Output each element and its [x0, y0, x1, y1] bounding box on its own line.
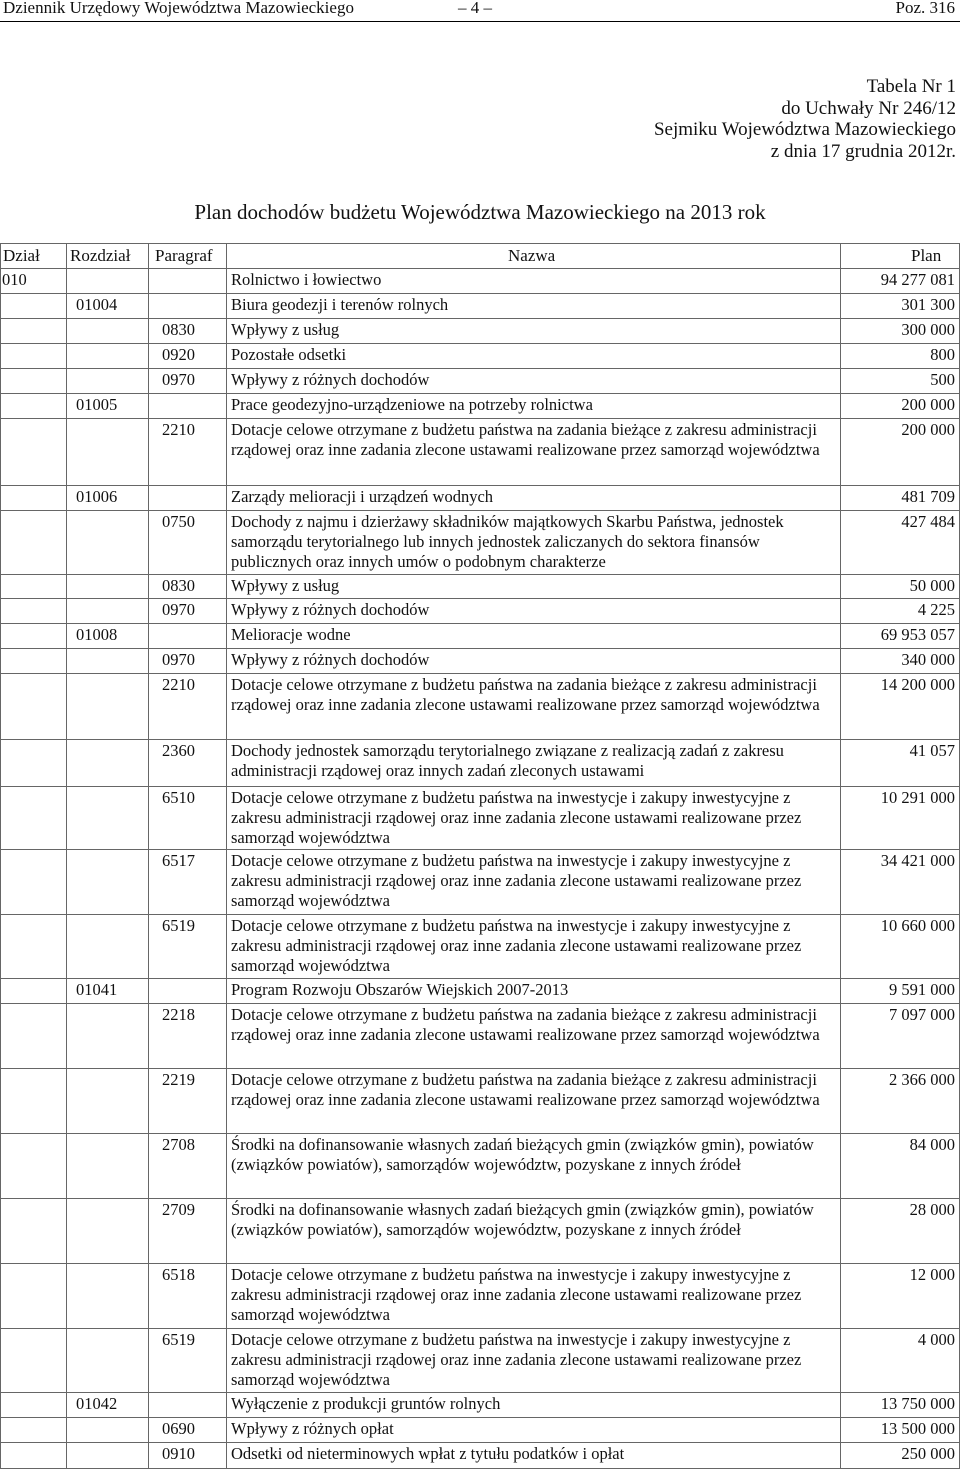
- position-number: Poz. 316: [895, 0, 955, 17]
- table-rule: [0, 1328, 960, 1329]
- cell-nazwa: Zarządy melioracji i urządzeń wodnych: [231, 487, 494, 506]
- cell-nazwa: Wpływy z różnych opłat: [231, 1419, 394, 1438]
- cell-paragraf: 6519: [162, 916, 195, 935]
- cell-nazwa: Wpływy z różnych dochodów: [231, 600, 430, 619]
- journal-title: Dziennik Urzędowy Województwa Mazowieckiego: [3, 0, 354, 17]
- cell-plan: 50 000: [909, 576, 955, 595]
- table-rule: [0, 1133, 960, 1134]
- cell-paragraf: 6518: [162, 1265, 195, 1284]
- cell-plan: 41 057: [909, 741, 955, 760]
- cell-paragraf: 2218: [162, 1005, 195, 1024]
- cell-plan: 481 709: [901, 487, 955, 506]
- cell-paragraf: 0830: [162, 576, 195, 595]
- table-rule: [0, 914, 960, 915]
- cell-paragraf: 0910: [162, 1444, 195, 1463]
- column-header-rozdzial: Rozdział: [70, 246, 131, 265]
- table-rule: [0, 574, 960, 575]
- table-rule: [0, 1068, 960, 1069]
- resolution-date: z dnia 17 grudnia 2012r.: [770, 140, 956, 162]
- table-rule: [0, 648, 960, 649]
- cell-nazwa: Dotacje celowe otrzymane z budżetu państwa na zadania bieżące z zakresu administracji rządowej oraz inne zadania zlecone ustawami realizowane przez samorząd województwa: [231, 1070, 820, 1109]
- cell-paragraf: 0970: [162, 600, 195, 619]
- cell-plan: 13 750 000: [880, 1394, 955, 1413]
- cell-paragraf: 0750: [162, 512, 195, 531]
- table-column-rule: [66, 243, 67, 1469]
- cell-rozdzial: 01008: [76, 625, 118, 644]
- table-rule: [0, 1198, 960, 1199]
- cell-nazwa: Biura geodezji i terenów rolnych: [231, 295, 449, 314]
- cell-nazwa: Wpływy z usług: [231, 320, 340, 339]
- page-header: [0, 0, 960, 22]
- resolution-block: [654, 76, 956, 162]
- table-rule: [0, 786, 960, 787]
- table-rule: [0, 1468, 960, 1469]
- table-column-rule: [840, 243, 841, 1469]
- cell-paragraf: 0920: [162, 345, 195, 364]
- cell-paragraf: 2708: [162, 1135, 195, 1154]
- cell-plan: 301 300: [901, 295, 955, 314]
- cell-nazwa: Dotacje celowe otrzymane z budżetu państwa na inwestycje i zakupy inwestycyjne z zakresu administracji rządowej oraz inne zadania zlecone ustawami realizowane przez samorząd województwa: [231, 916, 802, 975]
- table-rule: [0, 510, 960, 511]
- cell-plan: 300 000: [901, 320, 955, 339]
- table-rule: [0, 343, 960, 344]
- column-header-dzial: Dział: [3, 246, 40, 265]
- cell-paragraf: 2360: [162, 741, 195, 760]
- cell-plan: 7 097 000: [889, 1005, 955, 1024]
- table-rule: [0, 1003, 960, 1004]
- table-rule: [0, 293, 960, 294]
- table-rule: [0, 1417, 960, 1418]
- cell-plan: 13 500 000: [880, 1419, 955, 1438]
- cell-plan: 427 484: [901, 512, 955, 531]
- cell-dzial: 010: [2, 270, 27, 289]
- cell-rozdzial: 01041: [76, 980, 118, 999]
- cell-nazwa: Wyłączenie z produkcji gruntów rolnych: [231, 1394, 501, 1413]
- cell-paragraf: 6519: [162, 1330, 195, 1349]
- cell-paragraf: 0690: [162, 1419, 195, 1438]
- cell-plan: 28 000: [909, 1200, 955, 1219]
- resolution-number: do Uchwały Nr 246/12: [781, 97, 956, 119]
- cell-plan: 10 660 000: [880, 916, 955, 935]
- column-header-plan: Plan: [911, 246, 942, 265]
- cell-rozdzial: 01005: [76, 395, 118, 414]
- cell-paragraf: 6510: [162, 788, 195, 807]
- table-rule: [0, 318, 960, 319]
- page-number: – 4 –: [458, 0, 492, 17]
- cell-rozdzial: 01006: [76, 487, 118, 506]
- table-rule: [0, 739, 960, 740]
- cell-nazwa: Środki na dofinansowanie własnych zadań bieżących gmin (związków gmin), powiatów (związków powiatów), samorządów województw, pozyskane z innych źródeł: [231, 1200, 814, 1239]
- table-rule: [0, 1442, 960, 1443]
- cell-plan: 9 591 000: [889, 980, 955, 999]
- cell-plan: 2 366 000: [889, 1070, 955, 1089]
- cell-plan: 10 291 000: [880, 788, 955, 807]
- cell-plan: 340 000: [901, 650, 955, 669]
- table-rule: [0, 978, 960, 979]
- cell-nazwa: Dotacje celowe otrzymane z budżetu państwa na inwestycje i zakupy inwestycyjne z zakresu administracji rządowej oraz inne zadania zlecone ustawami realizowane przez samorząd województwa: [231, 851, 802, 910]
- table-rule: [0, 1392, 960, 1393]
- cell-plan: 200 000: [901, 395, 955, 414]
- cell-nazwa: Rolnictwo i łowiectwo: [231, 270, 382, 289]
- cell-plan: 200 000: [901, 420, 955, 439]
- cell-plan: 250 000: [901, 1444, 955, 1463]
- table-rule: [0, 1263, 960, 1264]
- cell-paragraf: 2210: [162, 420, 195, 439]
- cell-plan: 69 953 057: [880, 625, 955, 644]
- cell-plan: 14 200 000: [880, 675, 955, 694]
- table-rule: [0, 368, 960, 369]
- cell-nazwa: Dotacje celowe otrzymane z budżetu państwa na inwestycje i zakupy inwestycyjne z zakresu administracji rządowej oraz inne zadania zlecone ustawami realizowane przez samorząd województwa: [231, 1330, 802, 1389]
- cell-paragraf: 0970: [162, 370, 195, 389]
- cell-nazwa: Odsetki od nieterminowych wpłat z tytułu podatków i opłat: [231, 1444, 625, 1463]
- cell-nazwa: Dochody jednostek samorządu terytorialnego związane z realizacją zadań z zakresu administracji rządowej oraz innych zadań zleconych ustawami: [231, 741, 784, 780]
- cell-nazwa: Prace geodezyjno-urządzeniowe na potrzeby rolnictwa: [231, 395, 593, 414]
- table-rule: [0, 598, 960, 599]
- table-column-rule: [0, 243, 1, 1469]
- cell-plan: 500: [930, 370, 955, 389]
- table-rule: [0, 393, 960, 394]
- cell-rozdzial: 01042: [76, 1394, 118, 1413]
- cell-nazwa: Wpływy z usług: [231, 576, 340, 595]
- cell-nazwa: Dotacje celowe otrzymane z budżetu państwa na zadania bieżące z zakresu administracji rządowej oraz inne zadania zlecone ustawami realizowane przez samorząd województwa: [231, 675, 820, 714]
- cell-rozdzial: 01004: [76, 295, 118, 314]
- cell-paragraf: 0970: [162, 650, 195, 669]
- cell-plan: 800: [930, 345, 955, 364]
- cell-nazwa: Dochody z najmu i dzierżawy składników majątkowych Skarbu Państwa, jednostek samorządu terytorialnego lub innych jednostek zaliczanych do sektora finansów publicznych oraz innych umów o podobnym charakterze: [231, 512, 784, 571]
- cell-paragraf: 2219: [162, 1070, 195, 1089]
- table-number: Tabela Nr 1: [866, 76, 956, 97]
- cell-paragraf: 6517: [162, 851, 195, 870]
- cell-nazwa: Dotacje celowe otrzymane z budżetu państwa na zadania bieżące z zakresu administracji rządowej oraz inne zadania zlecone ustawami realizowane przez samorząd województwa: [231, 1005, 820, 1044]
- cell-nazwa: Środki na dofinansowanie własnych zadań bieżących gmin (związków gmin), powiatów (związków powiatów), samorządów województw, pozyskane z innych źródeł: [231, 1135, 814, 1174]
- table-column-rule: [226, 243, 227, 1469]
- column-header-nazwa: Nazwa: [508, 246, 556, 265]
- table-rule: [0, 268, 960, 269]
- page-title: Plan dochodów budżetu Województwa Mazowieckiego na 2013 rok: [194, 200, 766, 224]
- cell-plan: 4 000: [917, 1330, 955, 1349]
- cell-plan: 12 000: [909, 1265, 955, 1284]
- cell-paragraf: 2709: [162, 1200, 195, 1219]
- table-rule: [0, 673, 960, 674]
- table-rule: [0, 623, 960, 624]
- cell-nazwa: Wpływy z różnych dochodów: [231, 370, 430, 389]
- cell-plan: 4 225: [917, 600, 955, 619]
- cell-nazwa: Wpływy z różnych dochodów: [231, 650, 430, 669]
- cell-paragraf: 2210: [162, 675, 195, 694]
- table-rule: [0, 849, 960, 850]
- cell-nazwa: Pozostałe odsetki: [231, 345, 347, 364]
- cell-nazwa: Dotacje celowe otrzymane z budżetu państwa na zadania bieżące z zakresu administracji rządowej oraz inne zadania zlecone ustawami realizowane przez samorząd województwa: [231, 420, 820, 459]
- assembly-name: Sejmiku Województwa Mazowieckiego: [653, 119, 956, 140]
- table-rule: [0, 485, 960, 486]
- table-column-rule: [148, 243, 149, 1469]
- column-header-paragraf: Paragraf: [155, 246, 213, 265]
- table-rule: [0, 243, 960, 244]
- cell-nazwa: Melioracje wodne: [231, 625, 351, 644]
- table-rule: [0, 418, 960, 419]
- cell-paragraf: 0830: [162, 320, 195, 339]
- cell-nazwa: Program Rozwoju Obszarów Wiejskich 2007-2013: [231, 980, 569, 999]
- cell-plan: 34 421 000: [880, 851, 955, 870]
- cell-plan: 94 277 081: [880, 270, 955, 289]
- cell-plan: 84 000: [909, 1135, 955, 1154]
- cell-nazwa: Dotacje celowe otrzymane z budżetu państwa na inwestycje i zakupy inwestycyjne z zakresu administracji rządowej oraz inne zadania zlecone ustawami realizowane przez samorząd województwa: [231, 788, 802, 847]
- cell-nazwa: Dotacje celowe otrzymane z budżetu państwa na inwestycje i zakupy inwestycyjne z zakresu administracji rządowej oraz inne zadania zlecone ustawami realizowane przez samorząd województwa: [231, 1265, 802, 1324]
